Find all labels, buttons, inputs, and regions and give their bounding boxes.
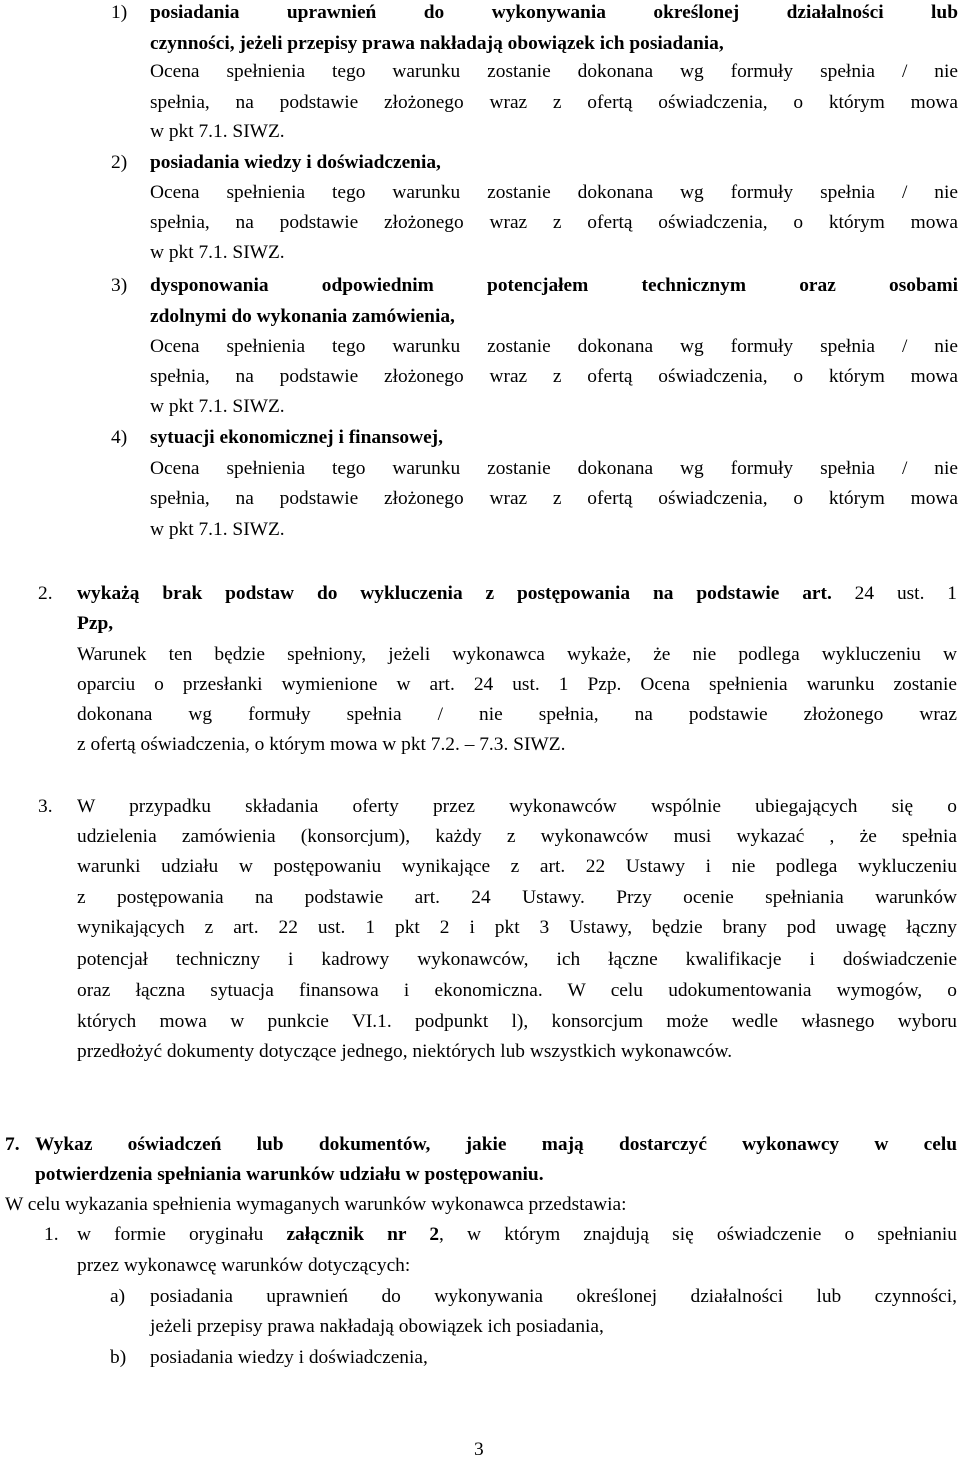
list-item-body: spełnia, na podstawie złożonego wraz z ofertą oświadczenia, o którym mowa	[150, 488, 958, 509]
point-body: W przypadku składania oferty przez wykonawców wspólnie ubiegających się o	[77, 796, 957, 817]
list-item-title: zdolnymi do wykonania zamówienia,	[150, 306, 455, 327]
list-item-title: czynności, jeżeli przepisy prawa nakładają obowiązek ich posiadania,	[150, 33, 724, 54]
point-body: z ofertą oświadczenia, o którym mowa w pkt 7.2. – 7.3. SIWZ.	[77, 734, 566, 755]
list-item-marker: 3)	[111, 275, 128, 296]
point-body: przedłożyć dokumenty dotyczące jednego, niektórych lub wszystkich wykonawców.	[77, 1041, 733, 1062]
section-intro: W celu wykazania spełnienia wymaganych warunków wykonawca przedstawia:	[5, 1194, 627, 1215]
list-item-marker: 2)	[111, 152, 128, 173]
sub-item-marker: a)	[110, 1286, 126, 1307]
point-body: potencjał techniczny i kadrowy wykonawców, ich łączne kwalifikacje i doświadczenie	[77, 949, 957, 970]
point-body: oparciu o przesłanki wymienione w art. 24 ust. 1 Pzp. Ocena spełnienia warunku zostanie	[77, 674, 957, 695]
list-item-marker: 4)	[111, 427, 128, 448]
list-item-body: Ocena spełnienia tego warunku zostanie dokonana wg formuły spełnia / nie	[150, 336, 958, 357]
point-body: wynikających z art. 22 ust. 1 pkt 2 i pkt 3 Ustawy, będzie brany pod uwagę łączny	[77, 917, 957, 938]
point-body: warunki udziału w postępowaniu wynikające z art. 22 Ustawy i nie podlega wykluczeniu	[77, 856, 957, 877]
list-item-text: przez wykonawcę warunków dotyczących:	[77, 1255, 411, 1276]
sub-item-text: posiadania wiedzy i doświadczenia,	[150, 1347, 428, 1368]
list-item-body: spełnia, na podstawie złożonego wraz z ofertą oświadczenia, o którym mowa	[150, 366, 958, 387]
point-body: oraz łączna sytuacja finansowa i ekonomiczna. W celu udokumentowania wymogów, o	[77, 980, 957, 1001]
list-item-body: spełnia, na podstawie złożonego wraz z ofertą oświadczenia, o którym mowa	[150, 92, 958, 113]
section-heading: Wykaz oświadczeń lub dokumentów, jakie mają dostarczyć wykonawcy w celu	[35, 1134, 957, 1155]
list-item-text: w formie oryginału załącznik nr 2, w którym znajdują się oświadczenie o spełnianiu	[77, 1224, 958, 1245]
list-item-title: posiadania wiedzy i doświadczenia,	[150, 152, 441, 173]
sub-item-text: jeżeli przepisy prawa nakładają obowiązek ich posiadania,	[150, 1316, 604, 1337]
list-item-marker: 1.	[44, 1224, 59, 1245]
section-heading: potwierdzenia spełniania warunków udziału w postępowaniu.	[35, 1164, 544, 1185]
list-item-title: sytuacji ekonomicznej i finansowej,	[150, 427, 443, 448]
point-body: których mowa w punkcie VI.1. podpunkt l), konsorcjum może wedle własnego wyboru	[77, 1011, 957, 1032]
point-title: Pzp,	[77, 613, 114, 634]
point-marker: 3.	[38, 796, 53, 817]
list-item-marker: 1)	[111, 2, 128, 23]
list-item-body: w pkt 7.1. SIWZ.	[150, 396, 285, 417]
section-marker: 7.	[5, 1134, 20, 1155]
point-body: udzielenia zamówienia (konsorcjum), każdy z wykonawców musi wykazać , że spełnia	[77, 826, 957, 847]
list-item-body: w pkt 7.1. SIWZ.	[150, 242, 285, 263]
sub-item-marker: b)	[110, 1347, 127, 1368]
list-item-body: Ocena spełnienia tego warunku zostanie dokonana wg formuły spełnia / nie	[150, 182, 958, 203]
point-body: dokonana wg formuły spełnia / nie spełnia, na podstawie złożonego wraz	[77, 704, 957, 725]
list-item-body: Ocena spełnienia tego warunku zostanie dokonana wg formuły spełnia / nie	[150, 458, 958, 479]
list-item-title: posiadania uprawnień do wykonywania określonej działalności lub	[150, 2, 958, 23]
point-body: Warunek ten będzie spełniony, jeżeli wykonawca wykaże, że nie podlega wykluczeniu w	[77, 644, 957, 665]
list-item-title: dysponowania odpowiednim potencjałem technicznym oraz osobami	[150, 275, 958, 296]
list-item-body: w pkt 7.1. SIWZ.	[150, 121, 285, 142]
list-item-body: w pkt 7.1. SIWZ.	[150, 519, 285, 540]
page-number: 3	[474, 1439, 484, 1460]
sub-item-text: posiadania uprawnień do wykonywania określonej działalności lub czynności,	[150, 1286, 957, 1307]
list-item-body: Ocena spełnienia tego warunku zostanie dokonana wg formuły spełnia / nie	[150, 61, 958, 82]
point-marker: 2.	[38, 583, 53, 604]
list-item-body: spełnia, na podstawie złożonego wraz z ofertą oświadczenia, o którym mowa	[150, 212, 958, 233]
point-body: z postępowania na podstawie art. 24 Ustawy. Przy ocenie spełniania warunków	[77, 887, 957, 908]
point-title: wykażą brak podstaw do wykluczenia z postępowania na podstawie art. 24 ust. 1	[77, 583, 957, 604]
